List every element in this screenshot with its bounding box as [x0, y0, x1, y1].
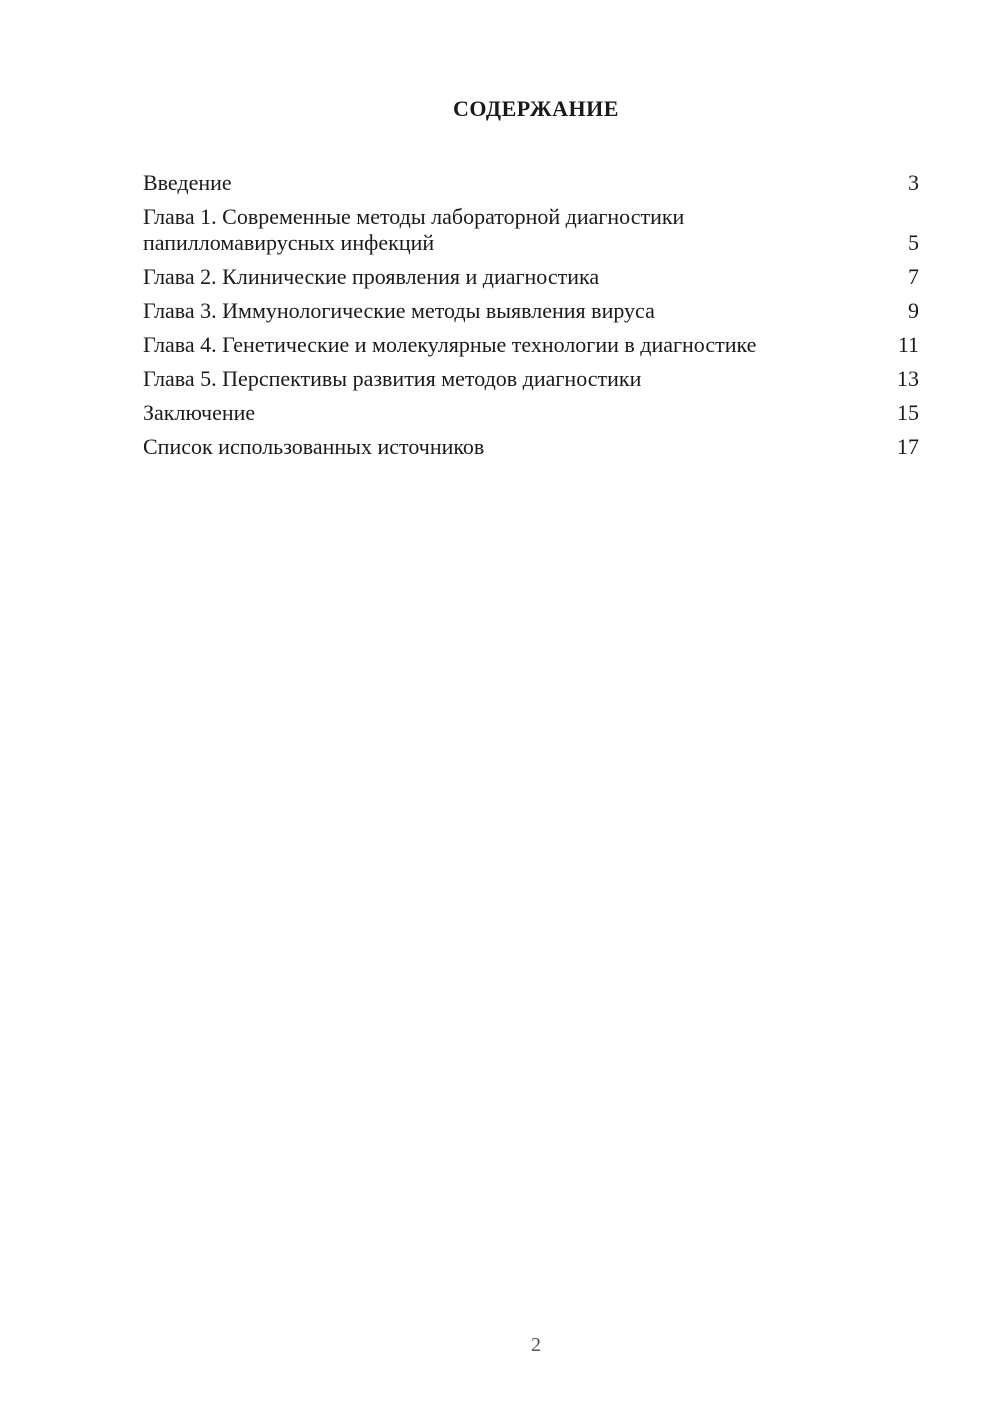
toc-entry-text: Глава 4. Генетические и молекулярные технологии в диагностике [143, 332, 757, 357]
toc-entry-text: Глава 3. Иммунологические методы выявления вируса [143, 298, 655, 323]
toc-entry-chapter-5[interactable] [143, 366, 919, 392]
toc-entry-page: 11 [897, 332, 919, 357]
toc-entry-chapter-4[interactable] [143, 332, 919, 358]
toc-entry-page: 13 [897, 366, 919, 391]
toc-entry-page: 7 [908, 264, 919, 289]
toc-entry-text: Введение [143, 170, 232, 195]
toc-entry-text: Список использованных источников [143, 434, 485, 459]
toc-entry-chapter-1[interactable] [143, 204, 919, 256]
toc-entry-conclusion[interactable] [143, 400, 919, 426]
toc-entry-introduction[interactable] [143, 170, 919, 196]
toc-entry-text: Глава 5. Перспективы развития методов диагностики [143, 366, 642, 391]
toc-entry-page: 17 [897, 434, 919, 459]
toc-entry-page: 15 [897, 400, 919, 425]
toc-entry-chapter-2[interactable] [143, 264, 919, 290]
toc-entry-text: Глава 1. Современные методы лабораторной диагностики папилломавирусных инфекций [143, 204, 685, 255]
toc-entry-page: 5 [908, 230, 919, 255]
toc-entry-chapter-3[interactable] [143, 298, 919, 324]
toc-entry-text: Заключение [143, 400, 256, 425]
toc-entry-page: 9 [908, 298, 919, 323]
toc-entry-references[interactable] [143, 434, 919, 460]
page-title: СОДЕРЖАНИЕ [453, 96, 619, 121]
toc-entry-text: Глава 2. Клинические проявления и диагностика [143, 264, 600, 289]
page-number: 2 [531, 1334, 541, 1356]
toc-entry-page: 3 [908, 170, 919, 195]
table-of-contents [143, 170, 919, 468]
